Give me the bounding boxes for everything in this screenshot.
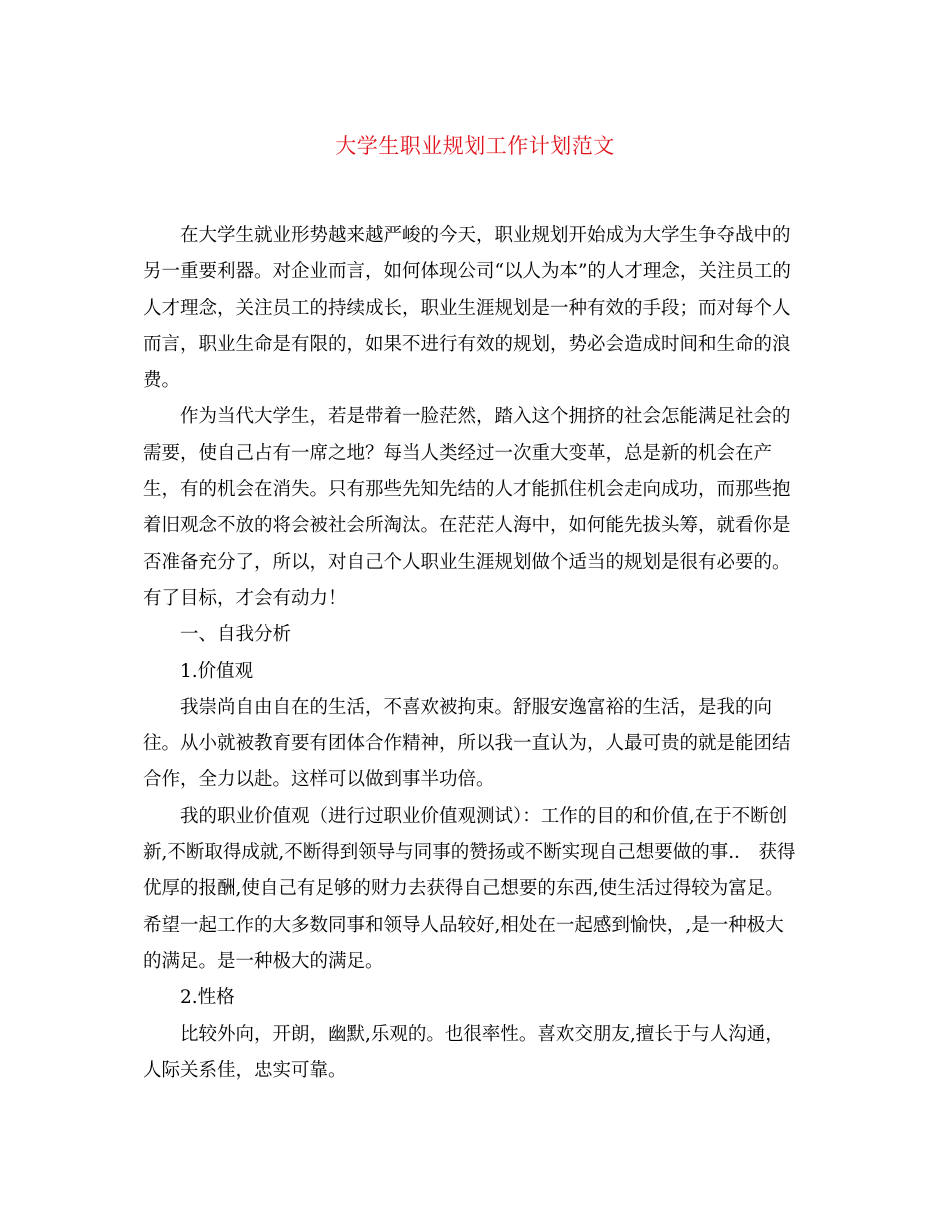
text-line: 否准备充分了，所以，对自己个人职业生涯规划做个适当的规划是很有必要的。 — [143, 551, 791, 573]
text-line: 生，有的机会在消失。只有那些先知先结的人才能抓住机会走向成功，而那些抱 — [143, 479, 791, 501]
text-line: 有了目标，才会有动力！ — [143, 587, 347, 609]
paragraph — [143, 799, 803, 980]
text-line: 新,不断取得成就,不断得到领导与同事的赞扬或不断实现自己想要做的事.． 获得 — [143, 842, 796, 864]
text-line: 作为当代大学生，若是带着一脸茫然，踏入这个拥挤的社会怎能满足社会的 — [180, 406, 791, 428]
paragraph — [143, 617, 803, 653]
text-line: 1.价值观 — [180, 660, 254, 682]
document-body — [143, 218, 803, 1089]
text-line: 优厚的报酬,使自己有足够的财力去获得自己想要的东西,使生活过得较为富足。 — [143, 878, 784, 900]
paragraph — [143, 218, 803, 399]
text-line: 着旧观念不放的将会被社会所淘汰。在茫茫人海中，如何能先拔头筹，就看你是 — [143, 515, 791, 537]
paragraph — [143, 1017, 803, 1090]
text-line: 人才理念，关注员工的持续成长，职业生涯规划是一种有效的手段；而对每个人 — [143, 297, 791, 319]
text-line: 我的职业价值观（进行过职业价值观测试）：工作的目的和价值,在于不断创 — [180, 805, 788, 827]
paragraph — [143, 399, 803, 617]
text-line: 希望一起工作的大多数同事和领导人品较好,相处在一起感到愉快，,是一种极大 — [143, 914, 784, 936]
text-line: 需要，使自己占有一席之地？每当人类经过一次重大变革，总是新的机会在产 — [143, 442, 773, 464]
text-line: 我崇尚自由自在的生活，不喜欢被拘束。舒服安逸富裕的生活，是我的向 — [180, 696, 773, 718]
paragraph — [143, 980, 803, 1016]
text-line: 2.性格 — [180, 987, 235, 1009]
text-line: 的满足。是一种极大的满足。 — [143, 950, 384, 972]
paragraph — [143, 654, 803, 690]
text-line: 另一重要利器。对企业而言，如何体现公司“以人为本”的人才理念，关注员工的 — [143, 261, 791, 283]
text-line: 费。 — [143, 370, 181, 392]
document-title: 大学生职业规划工作计划范文 — [335, 134, 615, 158]
text-line: 往。从小就被教育要有团体合作精神，所以我一直认为，人最可贵的就是能团结 — [143, 733, 791, 755]
text-line: 合作，全力以赴。这样可以做到事半功倍。 — [143, 769, 495, 791]
paragraph — [143, 690, 803, 799]
text-line: 而言，职业生命是有限的，如果不进行有效的规划，势必会造成时间和生命的浪 — [143, 333, 791, 355]
text-line: 人际关系佳，忠实可靠。 — [143, 1059, 347, 1081]
text-line: 比较外向，开朗，幽默,乐观的。也很率性。喜欢交朋友,擅长于与人沟通， — [180, 1023, 784, 1045]
text-line: 在大学生就业形势越来越严峻的今天，职业规划开始成为大学生争夺战中的 — [180, 225, 791, 246]
text-line: 一、自我分析 — [180, 624, 292, 646]
